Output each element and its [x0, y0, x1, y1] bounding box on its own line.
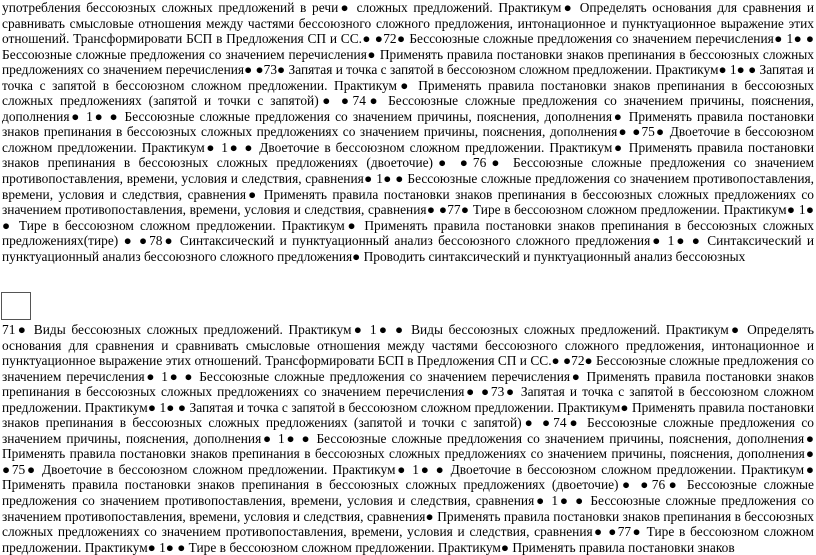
image-placeholder — [1, 292, 31, 320]
text-paragraph-2: 71● Виды бессоюзных сложных предложений. Практикум● 1● ● Виды бессоюзных сложных предложений. Практикум● Определять основания для сравнения и сравнивать смысловые отношения между частями бессоюзного сложного предложения, интонационное и пунктуационное выражение этих отношений. Трансформировати БСП в Предложения СП и СС.● ●72● Бессоюзные сложные предложения со значением перечисления● 1● ● Бессоюзные сложные предложения со значением перечисления● Применять правила постановки знаков препинания в бессоюзных сложных предложениях со значением перечисления● ●73● Запятая и точка с запятой в бессоюзном сложном предложении. Практикум● 1● ● Запятая и точка с запятой в бессоюзном сложном предложении. Практикум● Применять правила постановки знаков препинания в бессоюзных сложных предложениях (запятой и точки с запятой)● ●74● Бессоюзные сложные предложения со значением причины, пояснения, дополнения● 1● ● Бессоюзные сложные предложения со значением причины, пояснения, дополнения● Применять правила постановки знаков препинания в бессоюзных сложных предложениях со значением причины, пояснения, дополнения● ●75● Двоеточие в бессоюзном сложном предложении. Практикум● 1● ● Двоеточие в бессоюзном сложном предложении. Практикум● Применять правила постановки знаков препинания в бессоюзных сложных предложениях (двоеточие)● ●76● Бессоюзные сложные предложения со значением противопоставления, времени, условия и следствия, сравнения● 1● ● Бессоюзные сложные предложения со значением противопоставления, времени, условия и следствия, сравнения● Применять правила постановки знаков препинания в бессоюзных сложных предложениях со значением противопоставления, времени, условия и следствия, сравнения● ●77● Тире в бессоюзном сложном предложении. Практикум● 1● ● Тире в бессоюзном сложном предложении. Практикум● Применять правила постановки знаков — [2, 322, 814, 555]
text-paragraph-1: употребления бессоюзных сложных предложений в речи● сложных предложений. Практикум● Определять основания для сравнения и сравнивать смысловые отношения между частями бессоюзного сложного предложения, интонационное и пунктуационное выражение этих отношений. Трансформировати БСП в Предложения СП и СС.● ●72● Бессоюзные сложные предложения со значением перечисления● 1● ● Бессоюзные сложные предложения со значением перечисления● Применять правила постановки знаков препинания в бессоюзных сложных предложениях со значением перечисления● ●73● Запятая и точка с запятой в бессоюзном сложном предложении. Практикум● 1● ● Запятая и точка с запятой в бессоюзном сложном предложении. Практикум● Применять правила постановки знаков препинания в бессоюзных сложных предложениях (запятой и точки с запятой)● ●74● Бессоюзные сложные предложения со значением причины, пояснения, дополнения● 1● ● Бессоюзные сложные предложения со значением причины, пояснения, дополнения● Применять правила постановки знаков препинания в бессоюзных сложных предложениях со значением причины, пояснения, дополнения● ●75● Двоеточие в бессоюзном сложном предложении. Практикум● 1● ● Двоеточие в бессоюзном сложном предложении. Практикум● Применять правила постановки знаков препинания в бессоюзных сложных предложениях (двоеточие)● ●76● Бессоюзные сложные предложения со значением противопоставления, времени, условия и следствия, сравнения● 1● ● Бессоюзные сложные предложения со значением противопоставления, времени, условия и следствия, сравнения● Применять правила постановки знаков препинания в бессоюзных сложных предложениях со значением противопоставления, времени, условия и следствия, сравнения● ●77● Тире в бессоюзном сложном предложении. Практикум● 1● ● Тире в бессоюзном сложном предложении. Практикум● Применять правила постановки знаков препинания в бессоюзных сложных предложениях(тире) ● ●78● Синтаксический и пунктуационный анализ бессоюзного сложного предложения● 1● ● Синтаксический и пунктуационный анализ бессоюзного сложного предложения● Проводить синтаксический и пунктуационный анализ бессоюзных — [2, 0, 814, 264]
